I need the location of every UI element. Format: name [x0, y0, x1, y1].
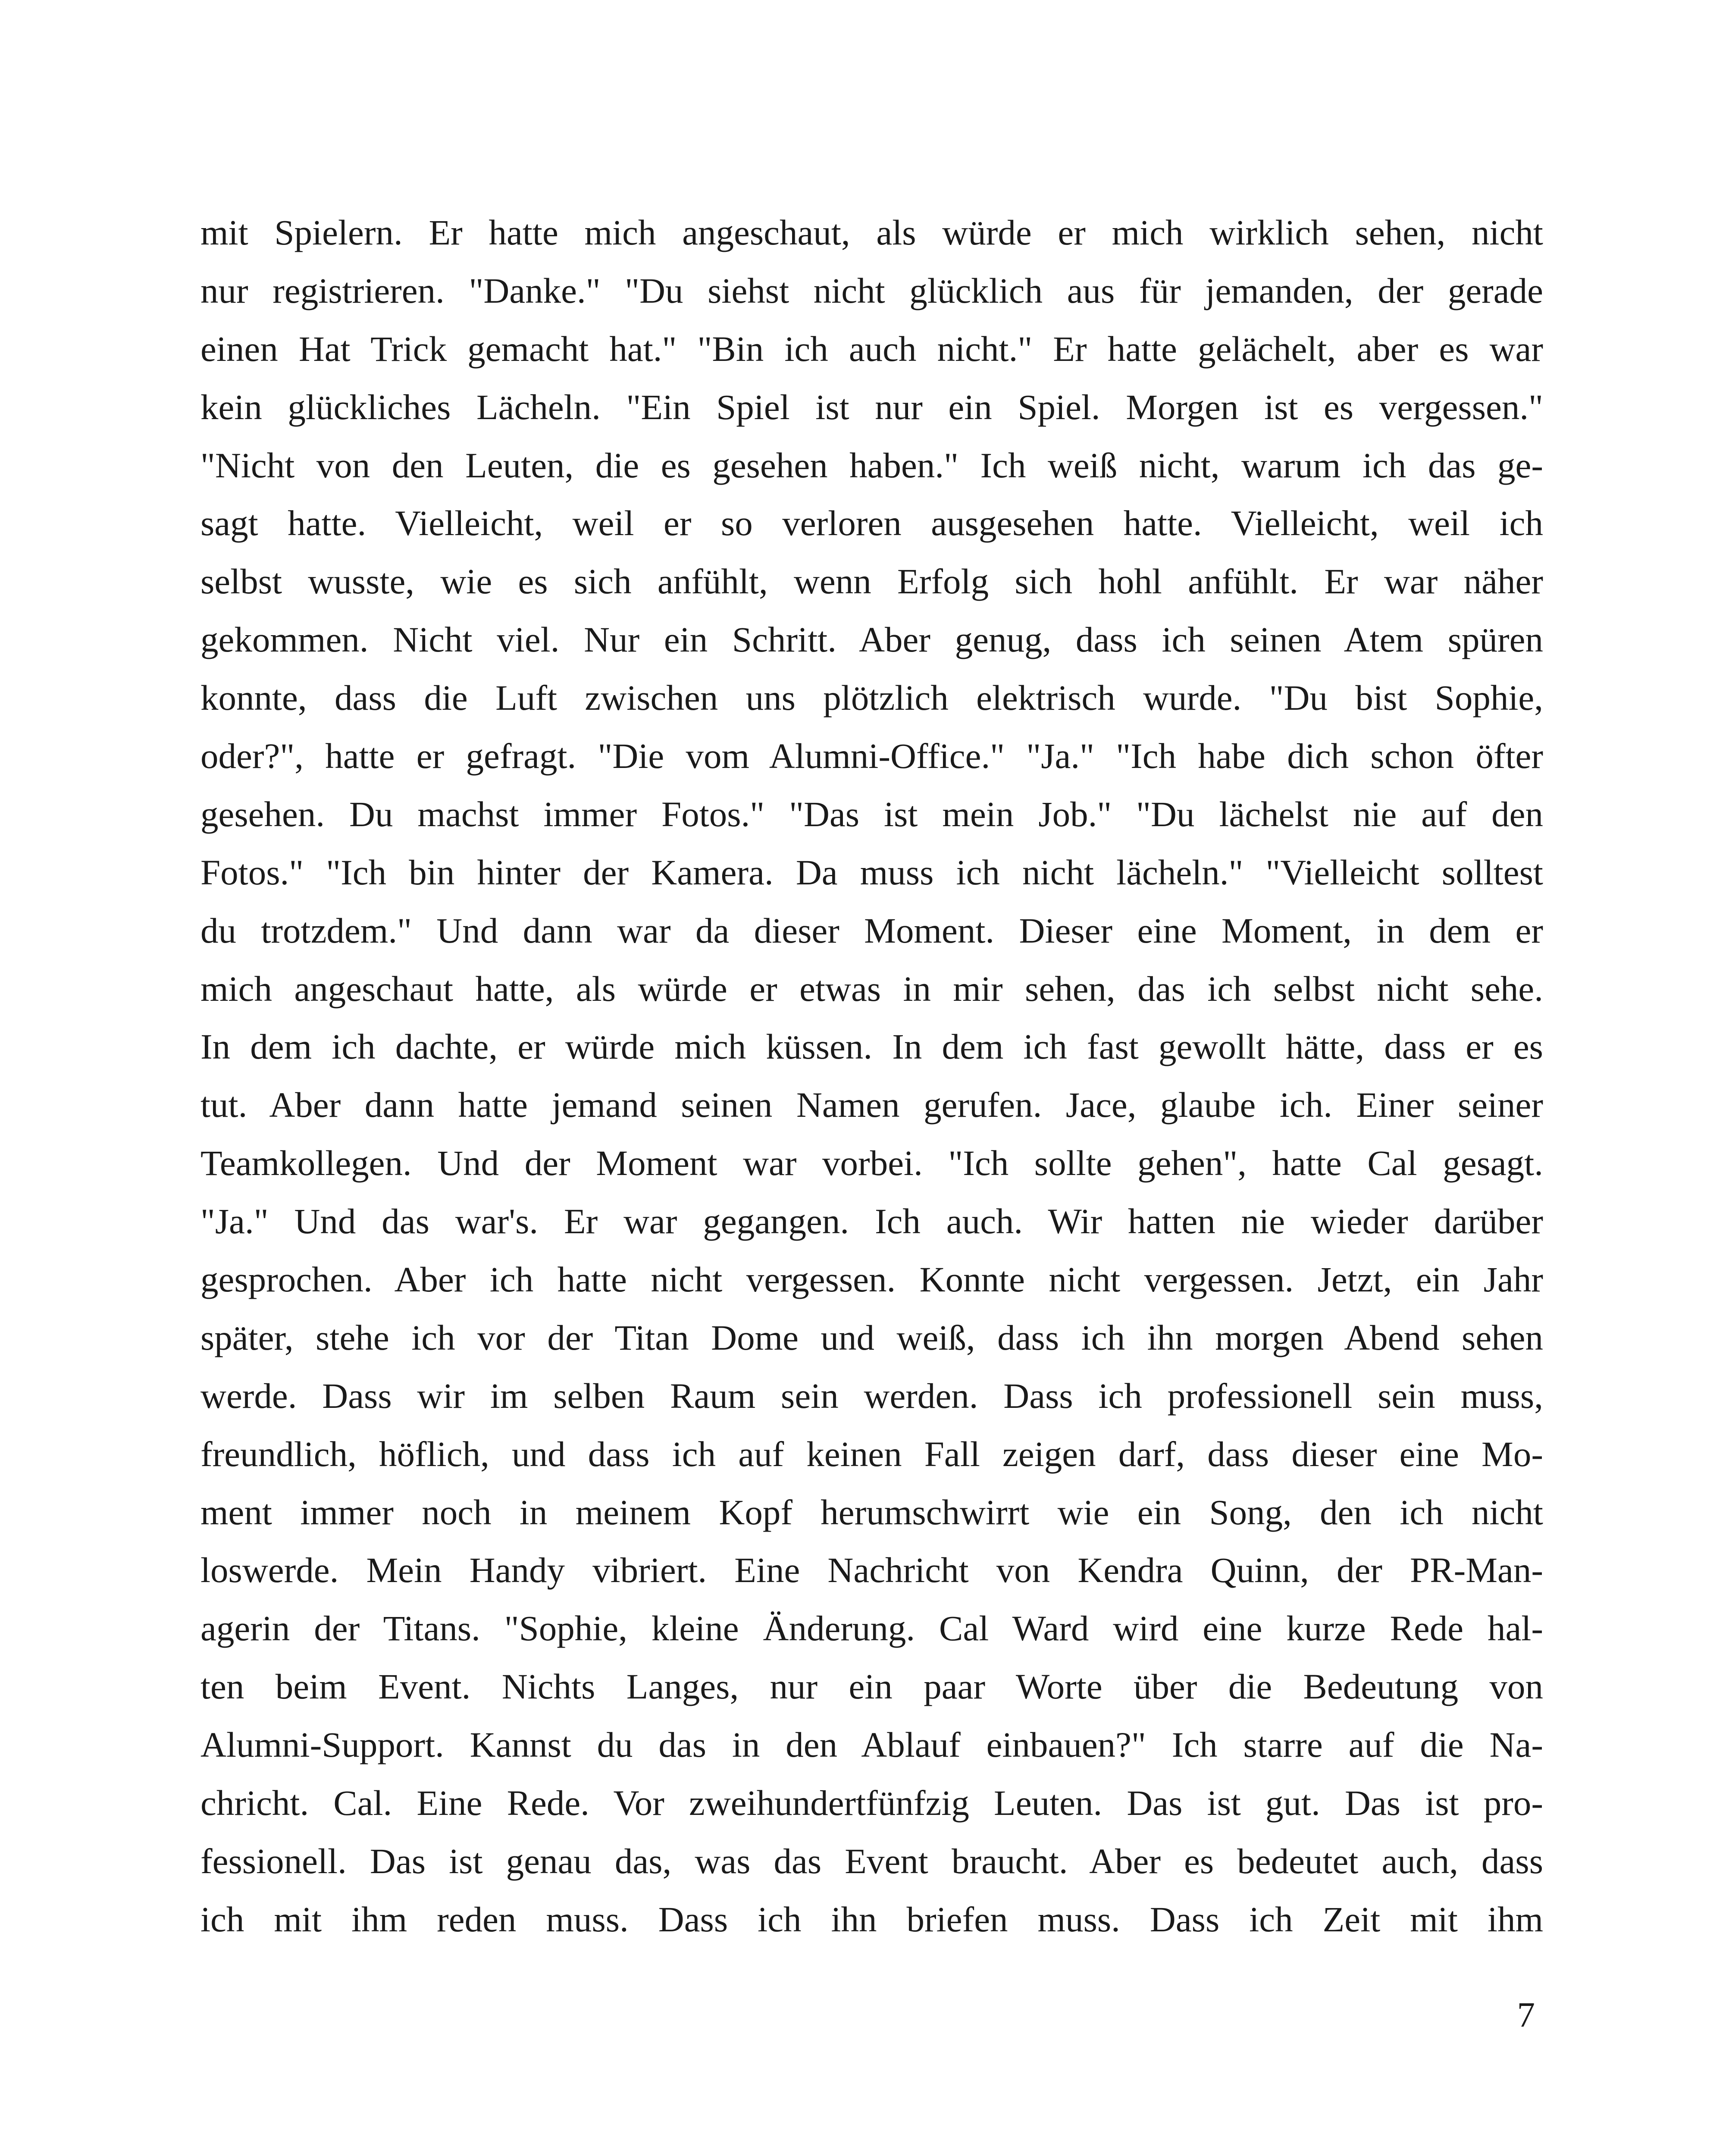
- body-text: [200, 204, 1543, 1949]
- text-line: gekommen. Nicht viel. Nur ein Schritt. Aber genug, dass ich seinen Atem spüren: [200, 620, 1543, 660]
- text-line: oder?", hatte er gefragt. "Die vom Alumni-Office." "Ja." "Ich habe dich schon öfter: [200, 736, 1543, 776]
- text-line: selbst wusste, wie es sich anfühlt, wenn Erfolg sich hohl anfühlt. Er war näher: [200, 561, 1543, 602]
- text-line: sagt hatte. Vielleicht, weil er so verloren ausgesehen hatte. Vielleicht, weil ich: [200, 503, 1543, 543]
- text-line: konnte, dass die Luft zwischen uns plötzlich elektrisch wurde. "Du bist Sophie,: [200, 678, 1543, 718]
- text-line: freundlich, höflich, und dass ich auf keinen Fall zeigen darf, dass dieser eine Mo-: [200, 1434, 1543, 1474]
- text-line: gesprochen. Aber ich hatte nicht vergessen. Konnte nicht vergessen. Jetzt, ein Jahr: [200, 1260, 1543, 1300]
- text-line: ment immer noch in meinem Kopf herumschwirrt wie ein Song, den ich nicht: [200, 1492, 1543, 1532]
- text-line: tut. Aber dann hatte jemand seinen Namen gerufen. Jace, glaube ich. Einer seiner: [200, 1085, 1543, 1125]
- text-line: du trotzdem." Und dann war da dieser Moment. Dieser eine Moment, in dem er: [200, 910, 1543, 950]
- text-line: chricht. Cal. Eine Rede. Vor zweihundertfünfzig Leuten. Das ist gut. Das ist pro-: [200, 1783, 1543, 1823]
- text-line: In dem ich dachte, er würde mich küssen. In dem ich fast gewollt hätte, dass er es: [200, 1027, 1543, 1067]
- text-line: Alumni-Support. Kannst du das in den Ablauf einbauen?" Ich starre auf die Na-: [200, 1725, 1543, 1765]
- text-line: später, stehe ich vor der Titan Dome und weiß, dass ich ihn morgen Abend sehen: [200, 1317, 1543, 1357]
- text-line: Fotos." "Ich bin hinter der Kamera. Da muss ich nicht lächeln." "Vielleicht solltest: [200, 852, 1543, 892]
- text-line: gesehen. Du machst immer Fotos." "Das ist mein Job." "Du lächelst nie auf den: [200, 794, 1543, 834]
- text-line: werde. Dass wir im selben Raum sein werden. Dass ich professionell sein muss,: [200, 1376, 1543, 1416]
- text-line: nur registrieren. "Danke." "Du siehst nicht glücklich aus für jemanden, der gerade: [200, 270, 1543, 310]
- text-line: ich mit ihm reden muss. Dass ich ihn briefen muss. Dass ich Zeit mit ihm: [200, 1899, 1543, 1939]
- page-number: 7: [1517, 1995, 1535, 2034]
- text-line: "Ja." Und das war's. Er war gegangen. Ich auch. Wir hatten nie wieder darüber: [200, 1201, 1543, 1241]
- text-line: fessionell. Das ist genau das, was das Event braucht. Aber es bedeutet auch, dass: [200, 1841, 1543, 1881]
- text-line: agerin der Titans. "Sophie, kleine Änderung. Cal Ward wird eine kurze Rede hal-: [200, 1608, 1543, 1648]
- text-line: "Nicht von den Leuten, die es gesehen haben." Ich weiß nicht, warum ich das ge-: [200, 445, 1543, 485]
- text-line: einen Hat Trick gemacht hat." "Bin ich auch nicht." Er hatte gelächelt, aber es war: [200, 329, 1543, 369]
- text-line: loswerde. Mein Handy vibriert. Eine Nachricht von Kendra Quinn, der PR-Man-: [200, 1550, 1543, 1590]
- text-line: mich angeschaut hatte, als würde er etwas in mir sehen, das ich selbst nicht sehe.: [200, 968, 1543, 1009]
- text-line: Teamkollegen. Und der Moment war vorbei. "Ich sollte gehen", hatte Cal gesagt.: [200, 1143, 1543, 1183]
- text-line: kein glückliches Lächeln. "Ein Spiel ist nur ein Spiel. Morgen ist es vergessen.": [200, 387, 1543, 427]
- text-line: ten beim Event. Nichts Langes, nur ein paar Worte über die Bedeutung von: [200, 1667, 1543, 1707]
- text-line: mit Spielern. Er hatte mich angeschaut, als würde er mich wirklich sehen, nicht: [200, 213, 1543, 252]
